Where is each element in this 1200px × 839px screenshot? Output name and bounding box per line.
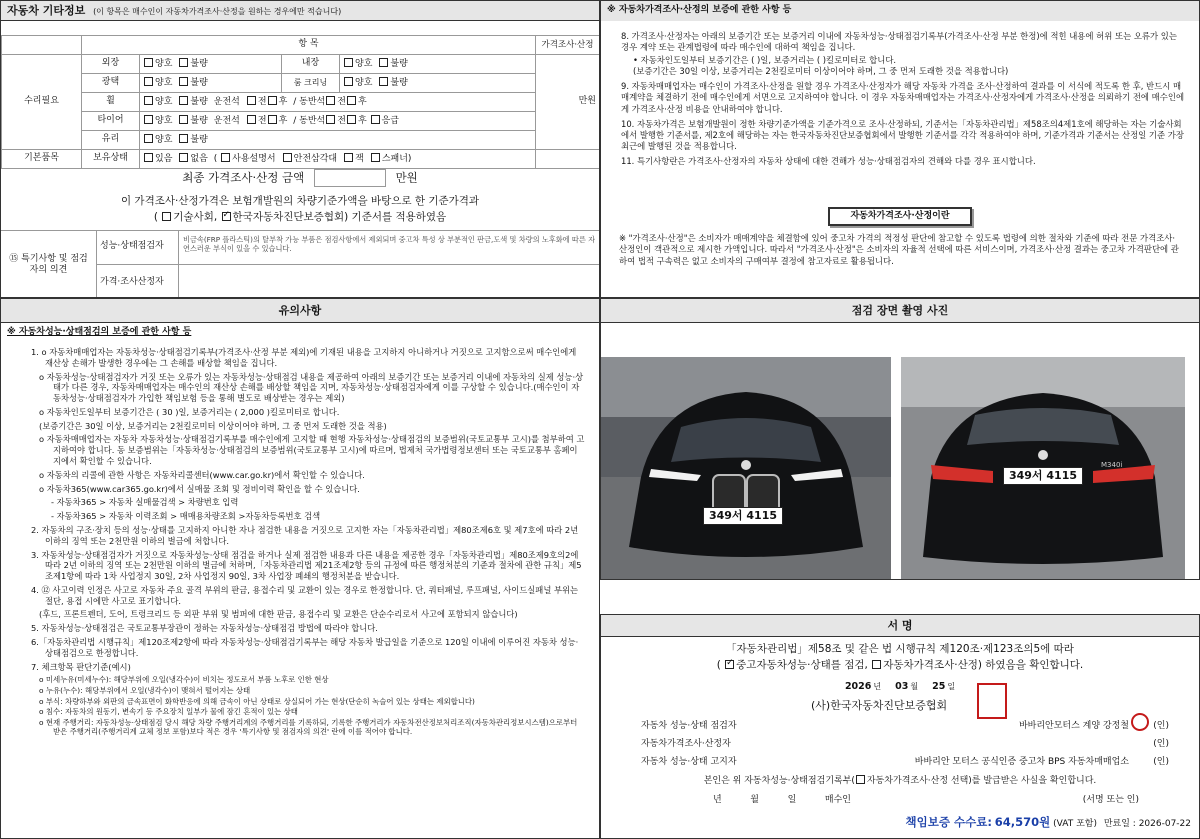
fee-row: 책임보증 수수료: 64,570원 (VAT 포함) 만료일 : 2026-07-22 (905, 815, 1191, 829)
caution-item: o 현재 주행거리: 자동차성능·상태점검 당시 해당 차량 주행거리계의 주행거리를 기록하되, 기록한 주행거리가 자동차전산정보처리조직(자동차관리정보시스템)으로부터 받은 주행거리(주행거리계 교체 정보 포함)보다 적은 경우 '특기사항 및 점검자의 의견' 란에 이를 적어야 합니다. (39, 717, 578, 737)
manual-checkbox[interactable] (221, 153, 230, 162)
caution-section (0, 298, 600, 839)
tire-label: 타이어 (82, 112, 140, 131)
caution-item: 4. ⑫ 사고이력 인정은 사고로 자동차 주요 골격 부위의 판금, 용접수리 및 교환이 있는 경우로 한정합니다. 단, 쿼터패널, 루프패널, 사이드실패널 부위는 절단, 용접 시에만 사고로 표기합니다. (31, 584, 579, 606)
tire-spare-checkbox[interactable] (371, 115, 380, 124)
warranty-item-9: 9. 자동차매매업자는 매수인이 가격조사·산정을 원할 경우 가격조사·산정자가 해당 자동차 가격을 조사·산정하여 결과를 이 서식에 적도록 한 후, 반드시 매매계약을 체결하기 전에 매수인에게 서면으로 고지하여야 합니다. 이 경우 자동차매매업자는 가격조사·산정자에게 가격조사·산정을 의뢰하기 전에 매수인에게 가격조사·산정 비용을 안내하여야 합니다. (621, 81, 1185, 114)
caution-item: 1. o 자동차매매업자는 자동차성능·상태점검기록부(가격조사·산정 부분 제외)에 기재된 내용을 고지하지 아니하거나 거짓으로 고지함으로써 매수인에게 재산상 손해가 발생한 경우에는 그 손해를 배상할 책임을 집니다. (31, 347, 577, 368)
warranty-item-10: 10. 자동차가격은 보험개발원이 정한 차량기준가액을 기준가격으로 조사·산정하되, 기준서는「자동차관리법」제58조의4제1호에 해당하는 자는 기술사회에서 발행한 기준서를, 제2호에 해당하는 자는 한국자동차진단보증협회에서 발행한 기준서를 각각 적용하여야 하며, 기준가격과 기준서는 산정일 기준 가장 최근에 발행된 것을 적용합니다. (621, 118, 1184, 151)
basic-label: 기본품목 (2, 150, 82, 169)
signature-org: (사)한국자동차진단보증협회 (811, 699, 948, 712)
exterior-label: 외장 (82, 55, 140, 74)
caution-item: (후드, 프론트펜더, 도어, 트렁크리드 등 외판 부위 및 범퍼에 대한 판금, 용접수리 및 교환은 단순수리로서 사고에 포함되지 않습니다) (39, 609, 518, 620)
meaning-text: ※ "가격조사·산정"은 소비자가 매매계약을 체결함에 있어 중고차 가격의 적정성 판단에 참고할 수 있도록 법령에 의한 절차와 기준에 따라 전문 가격조사·산정인이 객관적으로 제시한 가액입니다. 따라서 "가격조사·산정"은 소비자의 자율적 선택에 따른 서비스이며, 가격조사·산정 결과는 중고차 가격판단에 관하여 법적 구속력은 없고 소비자의 구매여부 결정에 참고자료로 활용됩니다. (619, 233, 1179, 266)
photo-title: 점검 장면 촬영 사진 (601, 299, 1199, 323)
basis-assoc-checkbox[interactable] (222, 212, 231, 221)
basis-tech-checkbox[interactable] (162, 212, 171, 221)
interior-good-checkbox[interactable] (344, 58, 353, 67)
caution-item: - 자동차365 > 자동차 이력조회 > 매매용차량조회 >자동차등록번호 검색 (51, 511, 321, 522)
final-price-label: 최종 가격조사·산정 금액 (182, 170, 305, 185)
caution-item: 6.「자동차관리법 시행규칙」제120조제2항에 따라 자동차성능·상태점검기록부는 해당 자동차 발급일을 기준으로 120일 이내에 이루어진 자동차 성능·상태점검으로 한정합니다. (31, 636, 579, 658)
basic-none-checkbox[interactable] (179, 153, 188, 162)
meaning-badge-wrap (601, 207, 1199, 226)
confirm-checkbox[interactable] (856, 775, 865, 784)
polish-good-checkbox[interactable] (144, 77, 153, 86)
signature-section (600, 614, 1200, 839)
signature-title: 서 명 (601, 615, 1199, 637)
price-check-checkbox[interactable] (872, 660, 881, 669)
etc-info-section (0, 0, 600, 298)
signature-line2: ( ✓중고자동차성능·상태를 점검, 자동차가격조사·산정) 하였음을 확인합니다. (601, 659, 1199, 672)
photo-section (600, 298, 1200, 580)
price-inspector-label: 가격·조사산정자 (97, 265, 179, 298)
basic-has-checkbox[interactable] (144, 153, 153, 162)
confirm-line: 본인은 위 자동차성능·상태점검기록부( 자동차가격조사·산정 선택)를 발급받은 사실을 확인합니다. (703, 776, 1097, 786)
rear-plate: 349서 4115 (1003, 467, 1083, 485)
col-price-header: 가격조사·산정 (536, 36, 600, 55)
glass-bad-checkbox[interactable] (179, 134, 188, 143)
tire-good-checkbox[interactable] (144, 115, 153, 124)
front-plate: 349서 4115 (703, 507, 783, 525)
etc-title-text: 자동차 기타정보 (7, 4, 86, 17)
warranty-items (621, 31, 1187, 167)
caution-item: o 자동차365(www.car365.go.kr)에서 실매물 조회 및 정비이력 확인을 할 수 있습니다. (39, 483, 360, 494)
basis-options: ( 기술사회, ✓ 한국자동차진단보증협회) 기준서를 적용하였음 (1, 211, 599, 224)
caution-item: o 자동차인도일부터 보증기간은 ( 30 )일, 보증거리는 ( 2,000 )킬로미터로 합니다. (39, 406, 340, 417)
wheel-bad-checkbox[interactable] (179, 96, 188, 105)
room-clean-label: 룸 크리닝 (282, 74, 340, 93)
caution-title: 유의사항 (1, 299, 599, 323)
org-seal-stamp (977, 683, 1007, 719)
wheel-pass-front-checkbox[interactable] (326, 96, 335, 105)
caution-item: 7. 체크항목 판단기준(예시) (31, 661, 131, 672)
final-price-input[interactable] (314, 169, 386, 187)
signature-line1: 「자동차관리법」제58조 및 같은 법 시행규칙 제120조·제123조의5에 따라 (726, 643, 1074, 655)
rear-car-photo (901, 357, 1185, 579)
caution-item: - 자동차365 > 자동차 실매물검색 > 차량번호 입력 (51, 497, 239, 508)
caution-item: 2. 자동차의 구조·장치 등의 성능·상태를 고지하지 아니한 자나 점검한 내용을 거짓으로 고지한 자는「자동차관리법」제80조제6호 및 제7호에 따라 2년 이하의 징역 또는 2천만원 이하의 벌금에 처합니다. (31, 524, 579, 546)
warranty-title: ※ 자동차가격조사·산정의 보증에 관한 사항 등 (601, 1, 1199, 21)
wheel-driver-rear-checkbox[interactable] (268, 96, 277, 105)
sig-row-perf: 자동차 성능·상태 점검자 바바리안모터스 계양 강정철 (인) (641, 721, 1169, 731)
triangle-checkbox[interactable] (283, 153, 292, 162)
exterior-good-checkbox[interactable] (144, 58, 153, 67)
tire-driver-rear-checkbox[interactable] (268, 115, 277, 124)
exterior-bad-checkbox[interactable] (179, 58, 188, 67)
room-clean-good-checkbox[interactable] (344, 77, 353, 86)
etc-table: 항 목 가격조사·산정 수리필요 외장 양호 불량 내장 양호 불량 만원 광택 양호 불량 룸 크리닝 양호 불량 휠 양호 불량 운전석 전 후 / 동반석 전 후 타이어 양호 불량 운전석 전 후 / 동반석 전 후 응급 유리 양호 불량 기본품목 보유상태 있음 없음 ( 사용설명서 안전삼각대 잭 스패너) (1, 35, 600, 169)
caution-item: 5. 자동차성능·상태점검은 국토교통부장관이 정하는 자동차성능·상태점검 방법에 따라야 합니다. (31, 623, 378, 634)
spanner-checkbox[interactable] (371, 153, 380, 162)
sig-row-price: 자동차가격조사·산정자 (인) (641, 739, 1169, 749)
caution-item: (보증기간은 30일 이상, 보증거리는 2천킬로미터 이상이어야 하며, 그 중 먼저 도래한 것을 적용) (39, 420, 387, 431)
caution-item: o 자동차성능·상태점검자가 거짓 또는 오류가 있는 자동차성능·상태점검 내용을 제공하여 아래의 보증기간 또는 보증거리 이내에 자동차의 실제 성능·상태가 다른 경우, 자동차매매업자는 매수인의 재산상 손해를 배상할 책임을 지며, 자동차성능·상태점검자에게 이를 구상할 수 있습니다.(매수인이 자동차성능·상태점검자가 가입한 책임보험 등을 통해 별도로 배상받는 경우는 제외) (39, 371, 584, 404)
caution-subtitle: ※ 자동차성능·상태점검의 보증에 관한 사항 등 (7, 327, 192, 337)
caution-item: o 자동차의 리콜에 관한 사항은 자동차리콜센터(www.car.go.kr)에서 확인할 수 있습니다. (39, 469, 365, 480)
col-item-header: 항 목 (82, 36, 536, 55)
tire-pass-rear-checkbox[interactable] (347, 115, 356, 124)
polish-label: 광택 (82, 74, 140, 93)
final-price-unit: 만원 (395, 170, 418, 185)
basis-line: 이 가격조사·산정가격은 보험개발원의 차량기준가액을 바탕으로 한 기준가격과 (120, 195, 480, 207)
perf-inspector-label: 성능·상태점검자 (97, 231, 179, 265)
interior-bad-checkbox[interactable] (379, 58, 388, 67)
wheel-good-checkbox[interactable] (144, 96, 153, 105)
keep-status-label: 보유상태 (82, 150, 140, 169)
warranty-item-8: 8. 가격조사·산정자는 아래의 보증기간 또는 보증거리 이내에 자동차성능·상태점검기록부(가격조사·산정 부분 한정)에 적힌 내용에 허위 또는 오류가 있는 경우 계약 또는 관계법령에 따라 매수인에 대하여 책임을 집니다. (621, 31, 1177, 53)
warranty-item-8b: (보증기간은 30일 이상, 보증거리는 2천킬로미터 이상이어야 하며, 그 중 먼저 도래한 것을 적용합니다) (633, 66, 1009, 77)
warranty-item-8a: • 자동차인도일부터 보증기간은 ( )일, 보증거리는 ( )킬로미터로 합니다. (633, 55, 897, 66)
polish-bad-checkbox[interactable] (179, 77, 188, 86)
perf-note: 비금속(FRP 플라스틱)의 탈부착 가능 부품은 점검사항에서 제외되며 중고차 특성 상 부분적인 판금,도색 및 차량의 노후화에 따른 자연스러운 부식이 있을 수 있습니다. (179, 231, 599, 265)
wheel-label: 휠 (82, 93, 140, 112)
buyer-date-line: 년 월 일 매수인 (713, 795, 851, 805)
tire-bad-checkbox[interactable] (179, 115, 188, 124)
room-clean-bad-checkbox[interactable] (379, 77, 388, 86)
front-car-illustration (601, 357, 891, 579)
repair-label: 수리필요 (2, 55, 82, 150)
glass-good-checkbox[interactable] (144, 134, 153, 143)
caution-item: o 자동차매매업자는 자동차 자동차성능·상태점검기록부를 매수인에게 고지할 때 현행 자동차성능·상태점검의 보증범위(국토교통부 고시)를 첨부하여 고지하여야 합니다. 동 보증범위는「자동차성능·상태점검의 보증범위(국토교통부 고시)에 따르며, 법제처 국가법령정보센터 또는 국토교통부 홈페이지에서 확인할 수 있습니다. (39, 434, 585, 467)
caution-item: 3. 자동차성능·상태점검자가 거짓으로 자동차성능·상태 점검을 하거나 실제 점검한 내용과 다른 내용을 제공한 경우「자동차관리법」제80조제9호의2에 따라 2년 이하의 징역 또는 2천만원 이하의 벌금에 처하며,「자동차관리법 제21조제2항 등의 규정에 따른 행정처분의 기준과 절차에 관한 규칙」제5조제1항에 따라 1차 사업정지 30일, 2차 사업정지 90일, 3차 사업장 폐쇄의 행정처분을 받습니다. (31, 549, 582, 582)
special-notes (1, 230, 599, 298)
caution-list (21, 343, 593, 738)
tire-driver-front-checkbox[interactable] (247, 115, 256, 124)
rear-badge: M340i (1101, 461, 1123, 469)
glass-label: 유리 (82, 131, 140, 150)
meaning-title: 자동차가격조사·산정이란 (828, 207, 971, 226)
warranty-item-11: 11. 특기사항란은 가격조사·산정자의 자동차 상태에 대한 견해가 성능·상태점검자의 견해와 다를 경우 표시합니다. (621, 155, 1036, 166)
etc-title-note: (이 항목은 매수인이 자동차가격조사·산정을 원하는 경우에만 적습니다) (93, 7, 342, 16)
caution-item: o 누유(누수): 해당부위에서 오일(냉각수)이 맺혀서 떨어지는 상태 (39, 685, 251, 695)
price-value: 만원 (536, 55, 600, 150)
jack-checkbox[interactable] (344, 153, 353, 162)
final-price-row (1, 169, 599, 187)
wheel-pass-rear-checkbox[interactable] (347, 96, 356, 105)
signature-date: 2026 년 03 월 25 일 (844, 681, 956, 692)
front-car-photo (601, 357, 891, 579)
wheel-driver-front-checkbox[interactable] (247, 96, 256, 105)
tire-pass-front-checkbox[interactable] (326, 115, 335, 124)
price-warranty-section (600, 0, 1200, 298)
caution-item: o 침수: 자동차의 원동기, 변속기 등 주요장치 일부가 물에 잠긴 흔적이 있는 상태 (39, 707, 298, 717)
caution-item: o 미세누유(미세누수): 해당부위에 오일(냉각수)이 비치는 정도로서 부품 노후로 인한 현상 (39, 675, 329, 685)
etc-info-title (1, 1, 599, 21)
sig-row-notice: 자동차 성능·상태 고지자 바바리안 모터스 공식인증 중고차 BPS 자동차매매업소 (인) (641, 757, 1169, 767)
interior-label: 내장 (282, 55, 340, 74)
caution-item: o 부식: 차량하부와 외판의 금속표면이 화학반응에 의해 금속이 아닌 상태로 상실되어 가는 현상(단순히 녹슬어 있는 상태는 제외합니다) (39, 696, 475, 706)
perf-check-checkbox[interactable] (725, 660, 734, 669)
buyer-sign: (서명 또는 인) (1082, 795, 1139, 805)
special-label: ⑮ 특기사항 및 점검자의 의견 (1, 231, 97, 298)
